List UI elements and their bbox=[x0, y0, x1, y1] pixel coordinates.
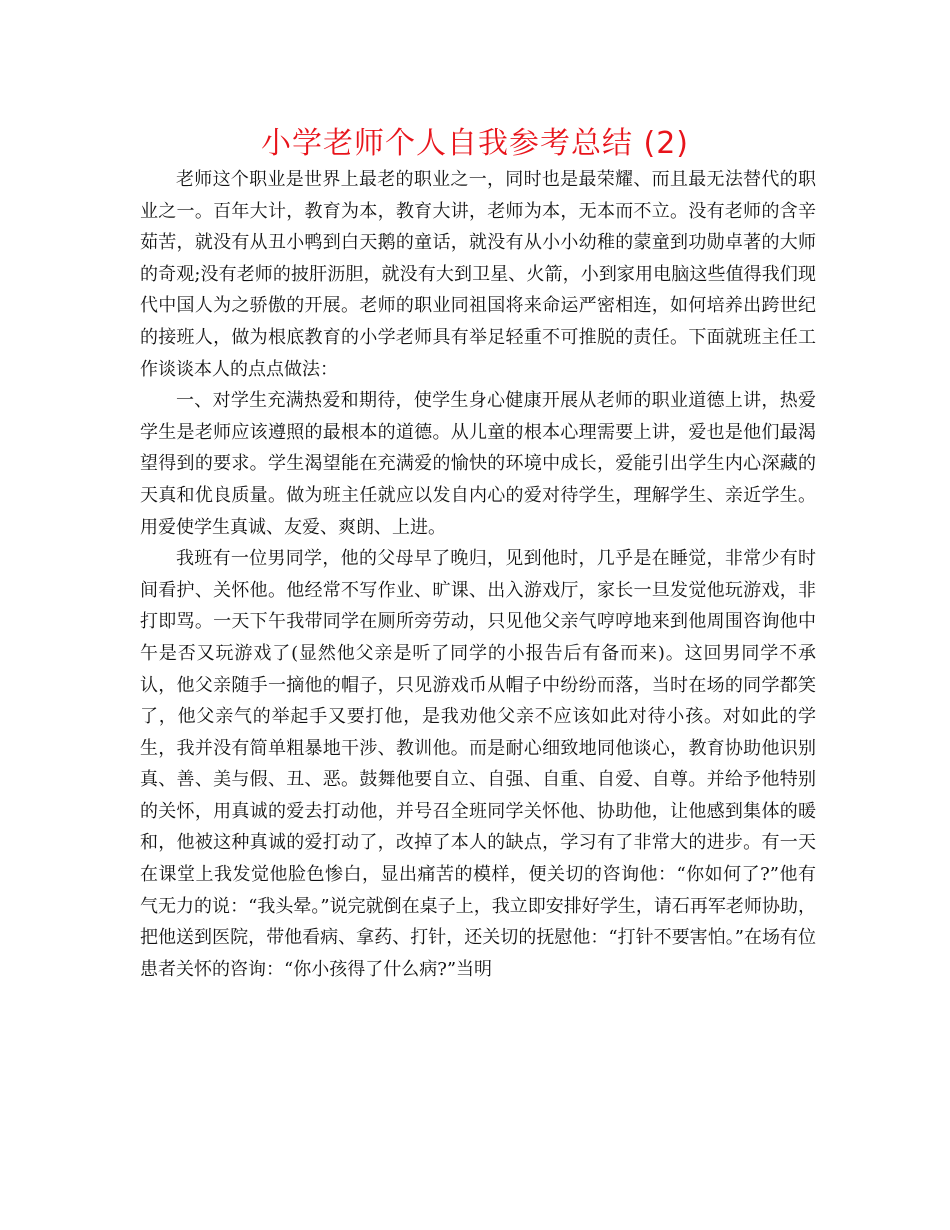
paragraph-section-one: 一、对学生充满热爱和期待，使学生身心健康开展从老师的职业道德上讲，热爱学生是老师应该遵照的最根本的道德。从儿童的根本心理需要上讲，爱也是他们最渴望得到的要求。学生渴望能在充满爱的愉快的环境中成长，爱能引出学生内心深藏的天真和优良质量。做为班主任就应以发自内心的爱对待学生，理解学生、亲近学生。用爱使学生真诚、友爱、爽朗、上进。 bbox=[140, 390, 816, 538]
paragraph-intro: 老师这个职业是世界上最老的职业之一，同时也是最荣耀、而且最无法替代的职业之一。百年大计，教育为本，教育大讲，老师为本，无本而不立。没有老师的含辛茹苦，就没有从丑小鸭到白天鹅的童话，就没有从小小幼稚的蒙童到功勋卓著的大师的奇观;没有老师的披肝沥胆，就没有大到卫星、火箭，小到家用电脑这些值得我们现代中国人为之骄傲的开展。老师的职业同祖国将来命运严密相连，如何培养出跨世纪的接班人，做为根底教育的小学老师具有举足轻重不可推脱的责任。下面就班主任工作谈谈本人的点点做法： bbox=[140, 169, 816, 380]
document-body bbox=[140, 164, 816, 985]
paragraph-student-story: 我班有一位男同学，他的父母早了晚归，见到他时，几乎是在睡觉，非常少有时间看护、关怀他。他经常不写作业、旷课、出入游戏厅，家长一旦发觉他玩游戏，非打即骂。一天下午我带同学在厕所旁劳动，只见他父亲气哼哼地来到他周围咨询他中午是否又玩游戏了(显然他父亲是听了同学的小报告后有备而来)。这回男同学不承认，他父亲随手一摘他的帽子，只见游戏币从帽子中纷纷而落，当时在场的同学都笑了，他父亲气的举起手又要打他，是我劝他父亲不应该如此对待小孩。对如此的学生，我并没有简单粗暴地干涉、教训他。而是耐心细致地同他谈心，教育协助他识别真、善、美与假、丑、恶。鼓舞他要自立、自强、自重、自爱、自尊。并给予他特别的关怀，用真诚的爱去打动他，并号召全班同学关怀他、协助他，让他感到集体的暖和，他被这种真诚的爱打动了，改掉了本人的缺点，学习有了非常大的进步。有一天在课堂上我发觉他脸色惨白，显出痛苦的模样，便关切的咨询他：“你如何了?”他有气无力的说：“我头晕。”说完就倒在桌子上，我立即安排好学生，请石再军老师协助，把他送到医院，带他看病、拿药、打针，还关切的抚慰他：“打针不要害怕。”在场有位患者关怀的咨询：“你小孩得了什么病?”当明 bbox=[140, 548, 816, 980]
document-title: 小学老师个人自我参考总结 (2) bbox=[260, 126, 690, 161]
